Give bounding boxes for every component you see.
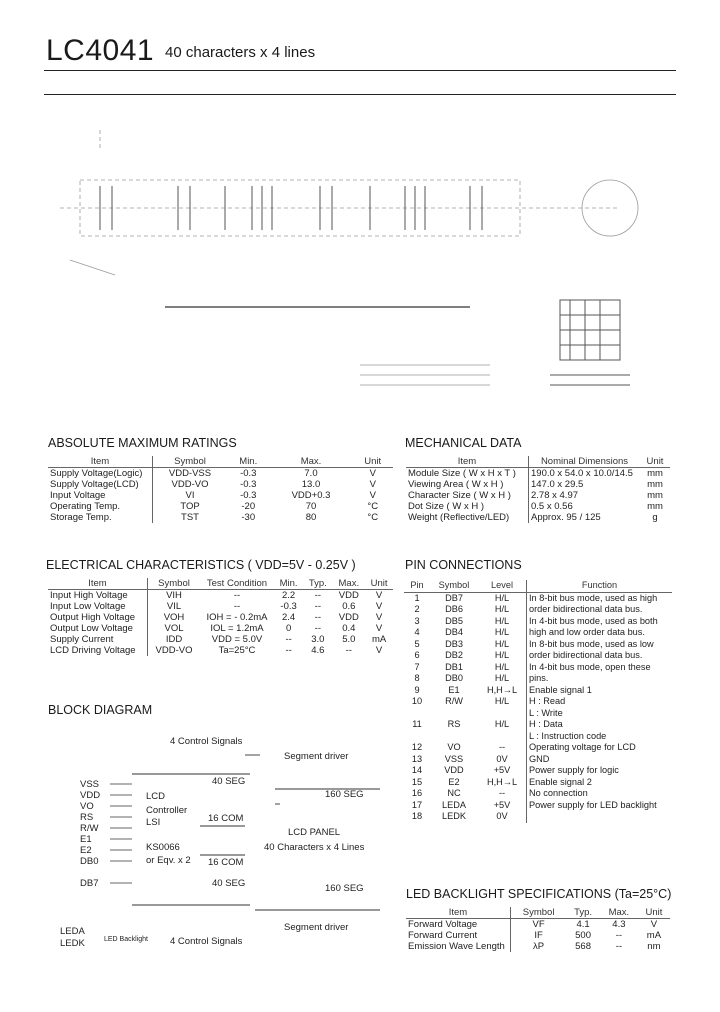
- col-header: Typ.: [303, 578, 332, 590]
- table-row: [404, 616, 672, 628]
- table-cell: L : Instruction code: [527, 731, 673, 743]
- block-pin-label: DB7: [80, 878, 99, 889]
- abs-max-title: ABSOLUTE MAXIMUM RATINGS: [48, 436, 237, 450]
- table-cell: 16: [411, 788, 423, 798]
- table-cell: H : Data: [527, 719, 673, 731]
- table-row: [404, 719, 672, 731]
- table-cell: Enable signal 1: [527, 685, 673, 697]
- table-row: Dot Size ( W x H ) 0.5 x 0.56 mm: [408, 501, 663, 512]
- table-row: [404, 662, 672, 674]
- table-row: [404, 685, 672, 697]
- col-header: Symbol: [430, 580, 478, 592]
- model-description: 40 characters x 4 lines: [165, 44, 316, 61]
- seg160-top: 160 SEG: [325, 789, 364, 800]
- col-header: Unit: [638, 907, 670, 919]
- panel-line2: 40 Characters x 4 Lines: [264, 842, 365, 853]
- lcd-lsi-line1: LCD: [146, 791, 166, 802]
- col-header: Max.: [270, 456, 353, 468]
- table-cell: +5V: [493, 799, 511, 810]
- table-row: Supply Voltage(LCD) VDD-VO -0.3 13.0 V: [50, 479, 376, 490]
- table-cell: DB3: [445, 638, 463, 649]
- table-cell: H/L: [494, 638, 510, 649]
- table-cell: No connection: [527, 788, 673, 800]
- col-header: Symbol: [148, 578, 201, 590]
- table-cell: 12: [411, 742, 423, 752]
- table-row: Forward Voltage VF 4.1 4.3 V: [408, 919, 658, 930]
- table-cell: DB6: [445, 604, 463, 614]
- table-cell: [430, 731, 478, 743]
- table-cell: +5V: [493, 765, 511, 775]
- led-table: [406, 907, 670, 952]
- col-header: Level: [478, 580, 527, 592]
- table-cell: DB7: [445, 592, 463, 603]
- table-cell: [478, 708, 527, 720]
- table-cell: 10: [411, 696, 423, 706]
- ks-line2: or Eqv. x 2: [146, 855, 191, 866]
- table-row: [404, 788, 672, 800]
- col-header: Unit: [352, 456, 393, 468]
- table-cell: VDD: [444, 765, 464, 775]
- block-pin-label: E1: [80, 834, 92, 845]
- col-header: Max.: [332, 578, 365, 590]
- table-row: [404, 731, 672, 743]
- table-row: [404, 639, 672, 651]
- table-cell: H,H→L: [486, 684, 518, 695]
- block-led-pin-label: LEDK: [60, 938, 85, 949]
- col-header: Test Condition: [200, 578, 274, 590]
- table-cell: --: [498, 788, 506, 798]
- table-row: Input Voltage VI -0.3 VDD+0.3 V: [50, 490, 376, 501]
- table-cell: pins.: [527, 673, 673, 685]
- col-header: Typ.: [566, 907, 600, 919]
- col-header: Max.: [600, 907, 638, 919]
- seg160-bottom: 160 SEG: [325, 883, 364, 894]
- com-bottom: 16 COM: [208, 857, 244, 868]
- table-cell: VSS: [444, 753, 464, 764]
- table-cell: high and low order data bus.: [527, 627, 673, 639]
- table-cell: 6: [414, 650, 420, 660]
- table-row: [404, 742, 672, 754]
- table-row: Supply Voltage(Logic) VDD-VSS -0.3 7.0 V: [50, 468, 376, 479]
- table-row: [404, 777, 672, 789]
- table-cell: H/L: [494, 615, 510, 626]
- table-cell: H/L: [494, 650, 510, 660]
- block-pin-label: RS: [80, 812, 94, 823]
- lcd-lsi-line2: Controller: [146, 805, 188, 816]
- table-cell: H/L: [494, 627, 510, 637]
- block-pin-label: VSS: [80, 779, 100, 790]
- col-header: Item: [406, 907, 511, 919]
- pins-table: [404, 580, 672, 823]
- drawing-top-rule: [44, 94, 676, 95]
- block-pin-label: DB0: [80, 856, 99, 867]
- table-row: [404, 754, 672, 766]
- table-cell: H/L: [494, 592, 510, 603]
- table-cell: LEDA: [441, 799, 466, 810]
- elec-table: [48, 578, 393, 656]
- table-cell: Enable signal 2: [527, 777, 673, 789]
- table-row: [404, 708, 672, 720]
- block-title: BLOCK DIAGRAM: [48, 703, 153, 717]
- table-cell: In 8-bit bus mode, used as high: [527, 592, 673, 604]
- table-cell: E1: [448, 684, 460, 695]
- table-cell: order bidirectional data bus.: [527, 604, 673, 616]
- block-diagram: [40, 725, 395, 960]
- table-row: [404, 592, 672, 604]
- table-cell: DB5: [445, 615, 463, 626]
- block-pin-label: VO: [80, 801, 94, 812]
- table-row: Storage Temp. TST -30 80 °C: [50, 512, 379, 523]
- segment-driver-top: Segment driver: [284, 751, 349, 762]
- col-header: Nominal Dimensions: [529, 456, 641, 468]
- table-cell: In 4-bit bus mode, used as both: [527, 616, 673, 628]
- table-row: LCD Driving Voltage VDD-VO Ta=25°C -- 4.6 -- V: [50, 645, 383, 656]
- seg40-bottom: 40 SEG: [212, 878, 246, 889]
- table-cell: H/L: [494, 719, 510, 729]
- table-cell: [404, 708, 430, 720]
- table-cell: 1: [414, 592, 420, 603]
- table-row: [404, 673, 672, 685]
- mechanical-drawing: [40, 100, 680, 420]
- block-pin-labels: [60, 779, 132, 949]
- table-row: Emission Wave Length λP 568 -- nm: [408, 941, 661, 952]
- table-cell: [404, 731, 430, 743]
- table-row: Supply Current IDD VDD = 5.0V -- 3.0 5.0 mA: [50, 634, 387, 645]
- table-cell: 15: [411, 776, 423, 787]
- segment-driver-bottom: Segment driver: [284, 922, 349, 933]
- table-row: Output Low Voltage VOL IOL = 1.2mA 0 -- 0.4 V: [50, 623, 383, 634]
- table-cell: order bidirectional data bus.: [527, 650, 673, 662]
- table-cell: [527, 811, 673, 823]
- table-cell: 14: [411, 765, 423, 775]
- table-cell: E2: [448, 776, 460, 787]
- table-cell: Operating voltage for LCD: [527, 742, 673, 754]
- table-cell: 18: [411, 811, 423, 821]
- table-cell: NC: [447, 788, 461, 798]
- table-cell: H/L: [494, 696, 510, 706]
- panel-line1: LCD PANEL: [288, 827, 341, 838]
- table-cell: H/L: [494, 673, 510, 683]
- table-row: [404, 650, 672, 662]
- ks-line1: KS0066: [146, 842, 180, 853]
- pins-body: [404, 592, 672, 823]
- table-cell: 2: [414, 604, 420, 614]
- table-cell: 17: [411, 799, 423, 810]
- col-header: Pin: [404, 580, 430, 592]
- table-row: Viewing Area ( W x H ) 147.0 x 29.5 mm: [408, 479, 663, 490]
- block-pin-label: E2: [80, 845, 92, 856]
- table-cell: 4: [414, 627, 420, 637]
- col-header: Unit: [365, 578, 393, 590]
- model-title: LC4041: [46, 34, 155, 67]
- table-cell: [478, 731, 527, 743]
- table-cell: Power supply for logic: [527, 765, 673, 777]
- control-signals-top: 4 Control Signals: [170, 736, 243, 747]
- table-row: [404, 604, 672, 616]
- table-cell: DB4: [445, 627, 463, 637]
- led-backlight-label: LED Backlight: [104, 936, 148, 943]
- table-row: Character Size ( W x H ) 2.78 x 4.97 mm: [408, 490, 663, 501]
- pins-title: PIN CONNECTIONS: [405, 558, 522, 572]
- table-cell: DB2: [445, 650, 463, 660]
- table-row: [404, 811, 672, 823]
- table-cell: In 4-bit bus mode, open these: [527, 662, 673, 674]
- table-row: [404, 765, 672, 777]
- table-cell: Power supply for LED backlight: [527, 800, 673, 812]
- table-cell: [430, 708, 478, 720]
- table-row: Input High Voltage VIH -- 2.2 -- VDD V: [50, 590, 383, 601]
- elec-title: ELECTRICAL CHARACTERISTICS ( VDD=5V - 0.25V ): [46, 558, 356, 572]
- col-header: Item: [406, 456, 529, 468]
- led-title: LED BACKLIGHT SPECIFICATIONS (Ta=25°C): [406, 887, 672, 901]
- table-cell: VO: [447, 742, 461, 752]
- control-signals-bottom: 4 Control Signals: [170, 936, 243, 947]
- table-cell: 3: [414, 615, 420, 626]
- lcd-lsi-line3: LSI: [146, 817, 161, 828]
- com-top: 16 COM: [208, 813, 244, 824]
- table-cell: 5: [414, 638, 420, 649]
- col-header: Item: [48, 456, 153, 468]
- table-cell: LEDK: [441, 811, 466, 821]
- col-header: Symbol: [153, 456, 228, 468]
- table-row: Operating Temp. TOP -20 70 °C: [50, 501, 379, 512]
- table-cell: L : Write: [527, 708, 673, 720]
- table-row: Module Size ( W x H x T ) 190.0 x 54.0 x 10.0/14.5 mm: [408, 468, 663, 479]
- table-row: Forward Current IF 500 -- mA: [408, 930, 662, 941]
- table-cell: 8: [414, 673, 420, 683]
- col-header: Item: [48, 578, 148, 590]
- table-cell: H,H→L: [486, 776, 518, 787]
- mech-table: [406, 456, 670, 523]
- table-cell: 13: [411, 753, 423, 764]
- table-cell: DB1: [445, 661, 463, 672]
- table-cell: 0V: [496, 811, 508, 821]
- table-cell: H/L: [494, 661, 510, 672]
- col-header: Min.: [227, 456, 270, 468]
- table-cell: 11: [412, 719, 422, 729]
- table-cell: DB0: [445, 673, 463, 683]
- abs-max-table: [48, 456, 393, 523]
- char-detail: [550, 300, 630, 385]
- table-row: Input Low Voltage VIL -- -0.3 -- 0.6 V: [50, 601, 383, 612]
- mech-title: MECHANICAL DATA: [405, 436, 522, 450]
- table-cell: R/W: [445, 696, 463, 706]
- table-row: [404, 800, 672, 812]
- table-cell: --: [498, 742, 506, 752]
- seg40-top: 40 SEG: [212, 776, 246, 787]
- table-cell: 9: [414, 684, 420, 695]
- table-cell: GND: [527, 754, 673, 766]
- col-header: Unit: [640, 456, 670, 468]
- table-row: Output High Voltage VOH IOH = - 0.2mA 2.4 -- VDD V: [50, 612, 383, 623]
- col-header: Symbol: [511, 907, 567, 919]
- col-header: Function: [527, 580, 673, 592]
- block-pin-label: VDD: [80, 790, 101, 801]
- table-row: Weight (Reflective/LED) Approx. 95 / 125 g: [408, 512, 658, 523]
- table-cell: 0V: [496, 753, 508, 764]
- block-pin-label: R/W: [80, 823, 99, 834]
- table-row: [404, 627, 672, 639]
- table-cell: H : Read: [527, 696, 673, 708]
- table-cell: H/L: [494, 604, 510, 614]
- block-led-pin-label: LEDA: [60, 926, 85, 937]
- table-cell: In 8-bit bus mode, used as low: [527, 639, 673, 651]
- table-cell: 7: [414, 661, 420, 672]
- col-header: Min.: [274, 578, 303, 590]
- header-rule: [44, 70, 676, 71]
- table-row: [404, 696, 672, 708]
- table-cell: RS: [447, 719, 461, 729]
